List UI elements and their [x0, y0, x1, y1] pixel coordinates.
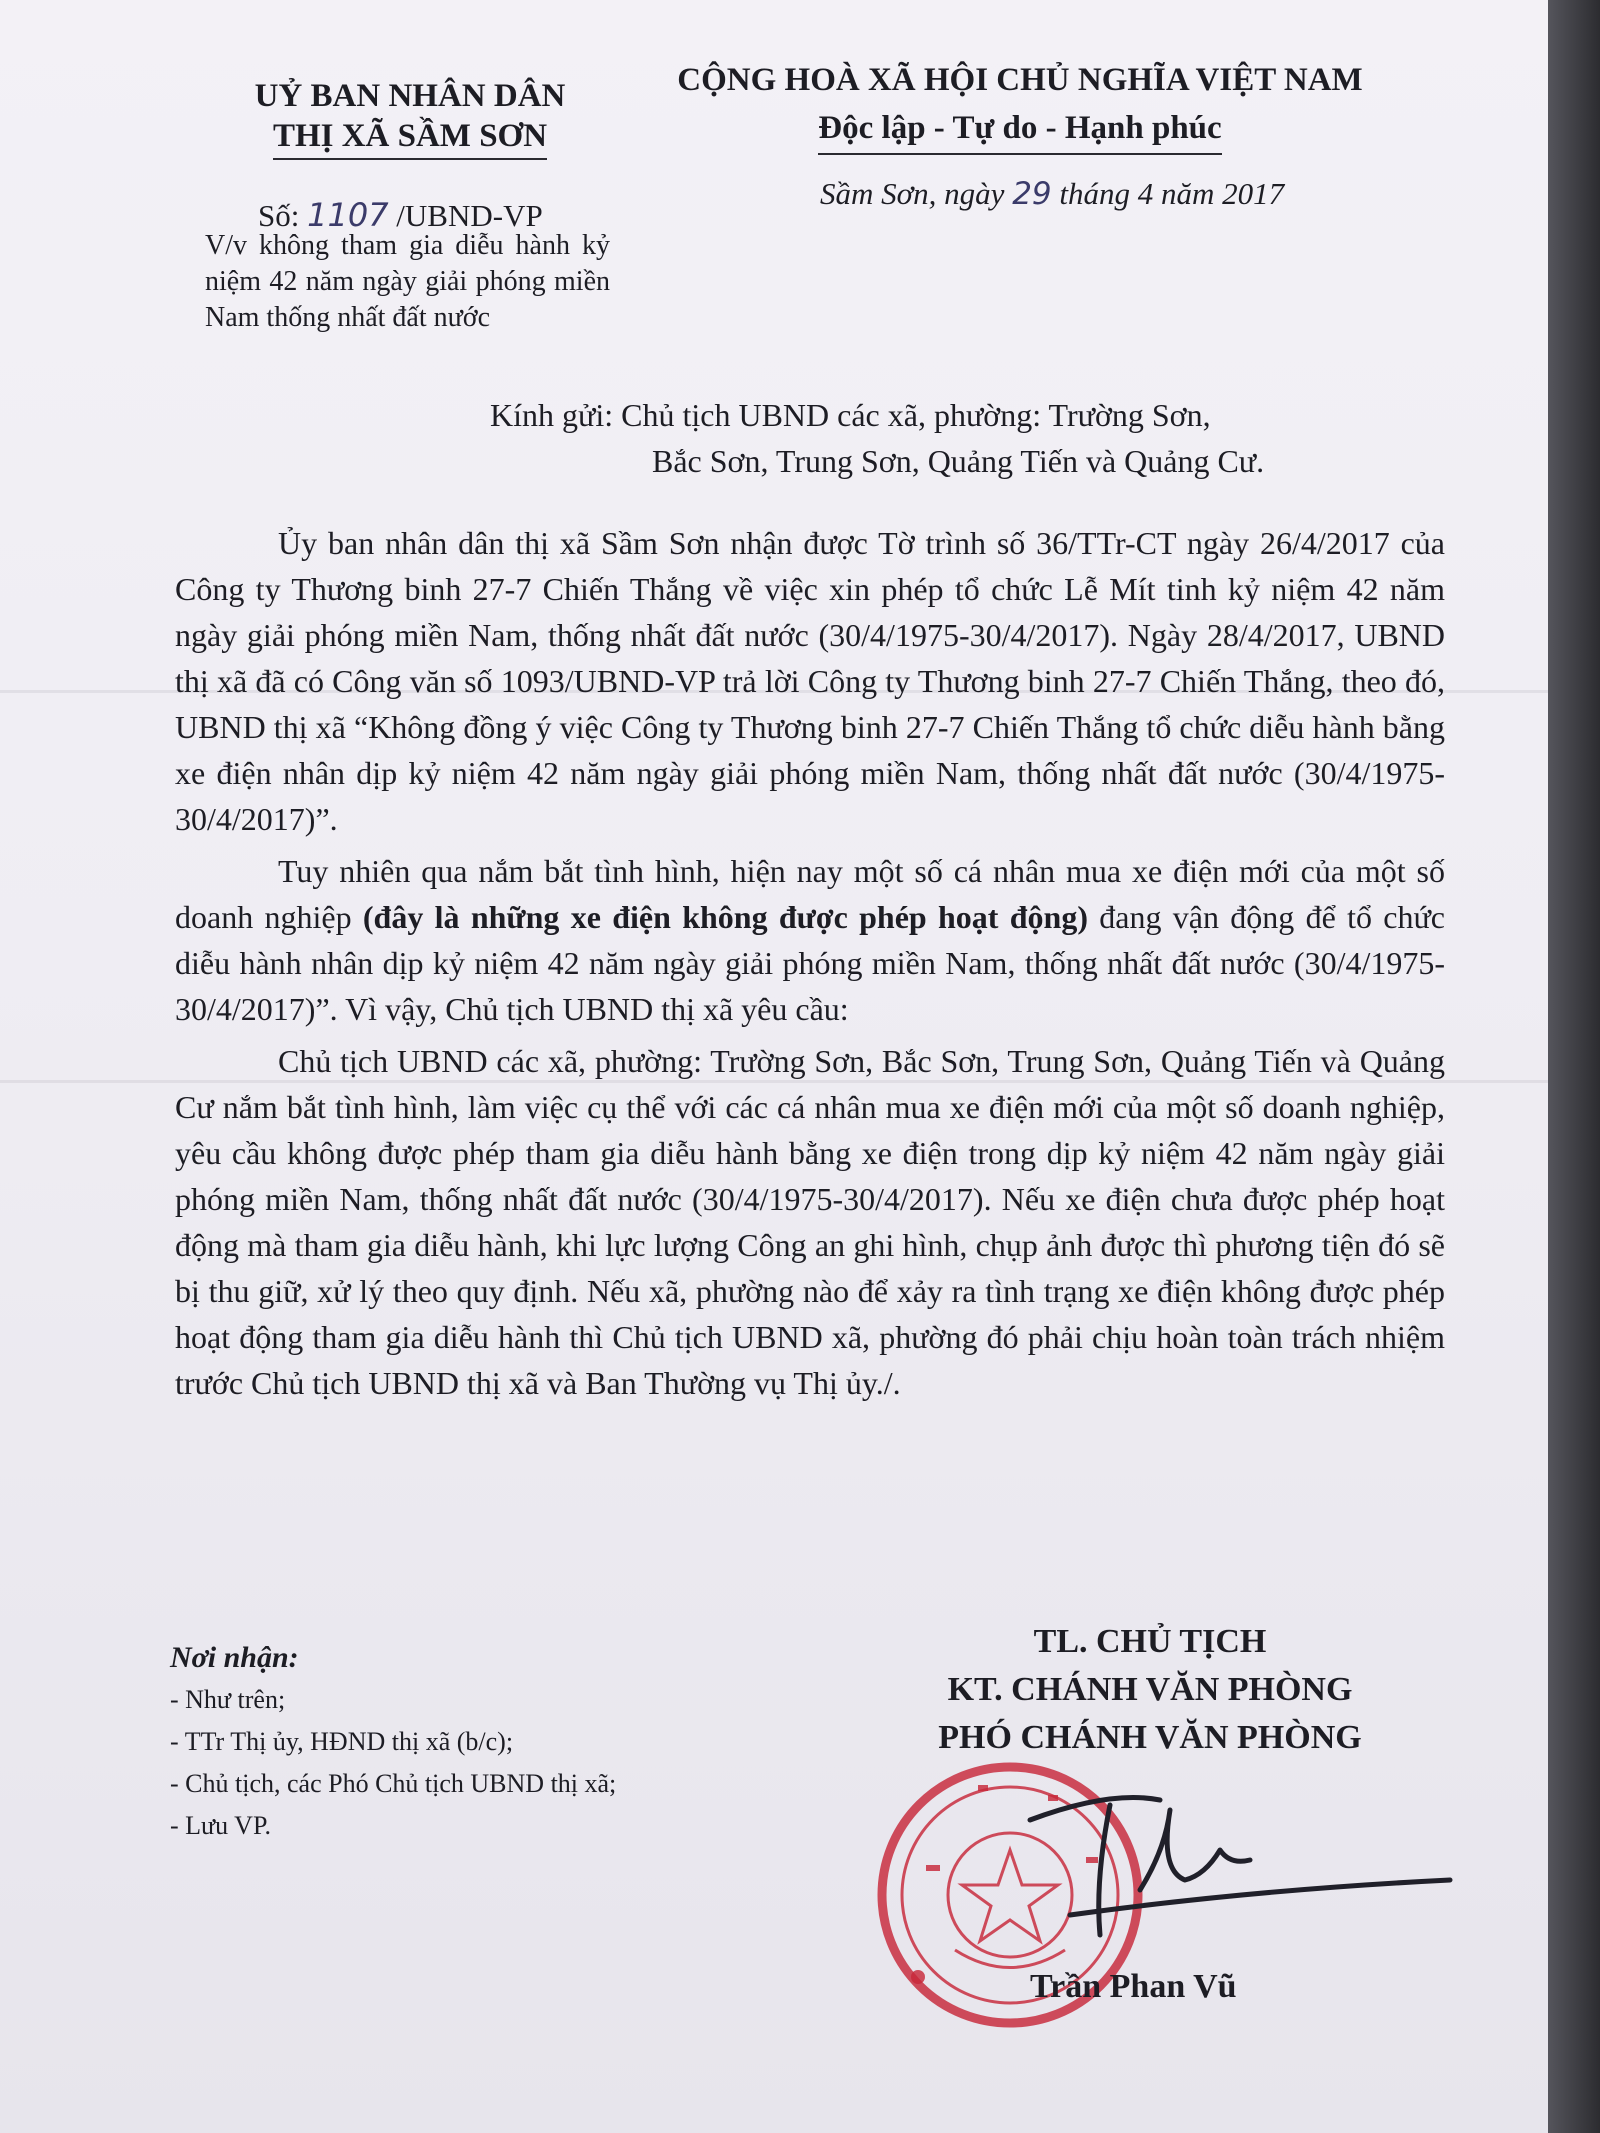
date-day-handwritten: 29	[1012, 176, 1052, 212]
recipients-list	[170, 1637, 616, 1847]
handwritten-signature	[990, 1770, 1470, 1950]
doc-number-suffix: /UBND-VP	[396, 198, 543, 233]
body-paragraph-1: Ủy ban nhân dân thị xã Sầm Sơn nhận được Tờ trình số 36/TTr-CT ngày 26/4/2017 của Công ty Thương binh 27-7 Chiến Thắng về việc xin phép tổ chức Lễ Mít tinh kỷ niệm 42 năm ngày giải phóng miền Nam, thống nhất đất nước (30/4/1975-30/4/2017). Ngày 28/4/2017, UBND thị xã đã có Công văn số 1093/UBND-VP trả lời Công ty Thương binh 27-7 Chiến Thắng, theo đó, UBND thị xã “Không đồng ý việc Công ty Thương binh 27-7 Chiến Thắng tổ chức diễu hành bằng xe điện nhân dịp kỷ niệm 42 năm ngày giải phóng miền Nam, thống nhất đất nước (30/4/1975-30/4/2017)”.	[175, 525, 1445, 837]
body-paragraph-2	[175, 848, 1445, 1032]
doc-number-handwritten: 1107	[307, 196, 389, 234]
recipient-line2: Bắc Sơn, Trung Sơn, Quảng Tiến và Quảng Cư.	[652, 443, 1265, 479]
recipients-title: Nơi nhận:	[170, 1641, 299, 1674]
recipient-item: - Chủ tịch, các Phó Chủ tịch UBND thị xã;	[170, 1769, 617, 1798]
recipient-item: - Như trên;	[170, 1685, 286, 1714]
body-p2-bold: (đây là những xe điện không được phép hoạt động)	[362, 899, 1088, 935]
document-body	[175, 520, 1445, 1412]
recipient-line1: Kính gửi: Chủ tịch UBND các xã, phường: Trường Sơn,	[490, 397, 1211, 433]
issuer-line2: THỊ XÃ SẦM SƠN	[273, 116, 547, 160]
document-subject: V/v không tham gia diễu hành kỷ niệm 42 năm ngày giải phóng miền Nam thống nhất đất nước	[205, 230, 610, 333]
signature-title-2: KT. CHÁNH VĂN PHÒNG	[947, 1671, 1353, 1708]
recipient-address	[490, 392, 1430, 484]
date-suffix: tháng 4 năm 2017	[1059, 176, 1285, 211]
body-paragraph-3: Chủ tịch UBND các xã, phường: Trường Sơn, Bắc Sơn, Trung Sơn, Quảng Tiến và Quảng Cư nắm bắt tình hình, làm việc cụ thể với các cá nhân mua xe điện mới của một số doanh nghiệp, yêu cầu không được phép tham gia diễu hành bằng xe điện trong dịp kỷ niệm 42 năm ngày giải phóng miền Nam, thống nhất đất nước (30/4/1975-30/4/2017). Nếu xe điện chưa được phép hoạt động mà tham gia diễu hành, khi lực lượng Công an ghi hình, chụp ảnh được thì phương tiện đó sẽ bị thu giữ, xử lý theo quy định. Nếu xã, phường nào để xảy ra tình trạng xe điện không được phép hoạt động tham gia diễu hành thì Chủ tịch UBND xã, phường đó phải chịu hoàn toàn trách nhiệm trước Chủ tịch UBND thị xã và Ban Thường vụ Thị ủy./.	[175, 1043, 1445, 1401]
issuer-line1: UỶ BAN NHÂN DÂN	[254, 78, 566, 114]
recipient-item: - TTr Thị ủy, HĐND thị xã (b/c);	[170, 1727, 514, 1756]
signature-title-3: PHÓ CHÁNH VĂN PHÒNG	[938, 1719, 1362, 1756]
date-prefix: Sầm Sơn, ngày	[820, 176, 1005, 211]
national-title: CỘNG HOÀ XÃ HỘI CHỦ NGHĨA VIỆT NAM	[677, 62, 1363, 98]
issuer-header	[210, 76, 610, 160]
doc-number-prefix: Số:	[258, 198, 300, 233]
signer-name: Trần Phan Vũ	[1030, 1968, 1237, 2005]
national-header	[640, 56, 1400, 155]
background-edge	[1548, 0, 1600, 2133]
body-p2-start: Tuy nhiên qua nắm bắt tình hình, hiện nay một số cá nhân mua xe điện mới của một số doanh nghiệp	[175, 853, 1445, 935]
national-motto: Độc lập - Tự do - Hạnh phúc	[818, 104, 1221, 155]
signature-title-1: TL. CHỦ TỊCH	[1033, 1623, 1267, 1660]
body-p2-end: đang vận động để tổ chức diễu hành nhân dịp kỷ niệm 42 năm ngày giải phóng miền Nam, thống nhất đất nước (30/4/1975-30/4/2017)”. Vì vậy, Chủ tịch UBND thị xã yêu cầu:	[175, 899, 1446, 1027]
recipient-item: - Lưu VP.	[170, 1811, 272, 1840]
signature-block	[870, 1618, 1430, 1762]
document-date	[820, 176, 1284, 212]
